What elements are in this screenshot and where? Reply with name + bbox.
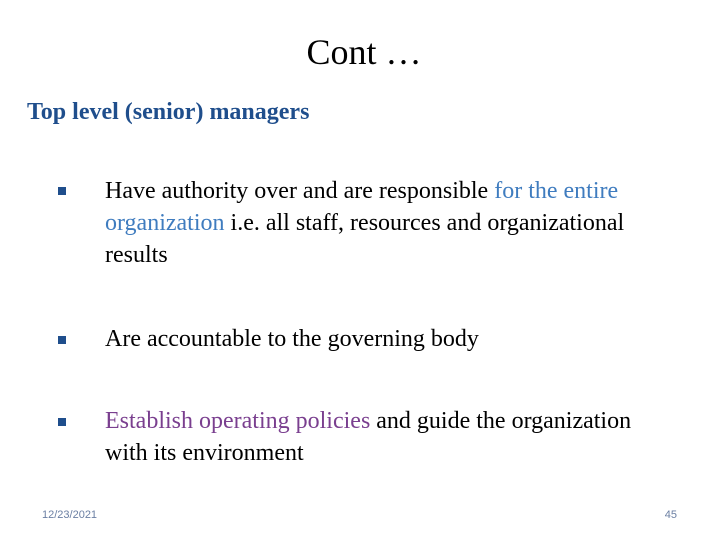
square-bullet-icon xyxy=(58,336,66,344)
bullet-text-part: and guide the organization with its environment xyxy=(105,408,632,466)
bullet-text-part: i.e. all staff, resources and organizational results xyxy=(105,210,625,268)
bullet-text-part: Are accountable to the governing body xyxy=(105,326,479,352)
page-number: 45 xyxy=(664,509,677,521)
bullet-text-highlight: for the entire organization xyxy=(105,178,619,236)
bullet-text xyxy=(105,323,665,355)
footer-date: 12/23/2021 xyxy=(42,509,98,521)
slide-subtitle: Top level (senior) managers xyxy=(27,99,310,125)
square-bullet-icon xyxy=(58,418,66,426)
bullet-text-part: Have authority over and are responsible xyxy=(105,178,495,204)
square-bullet-icon xyxy=(58,187,66,195)
bullet-text xyxy=(105,405,665,469)
bullet-text xyxy=(105,175,665,271)
slide-title: Cont … xyxy=(306,32,422,72)
bullet-text-highlight: Establish operating policies xyxy=(105,408,371,434)
